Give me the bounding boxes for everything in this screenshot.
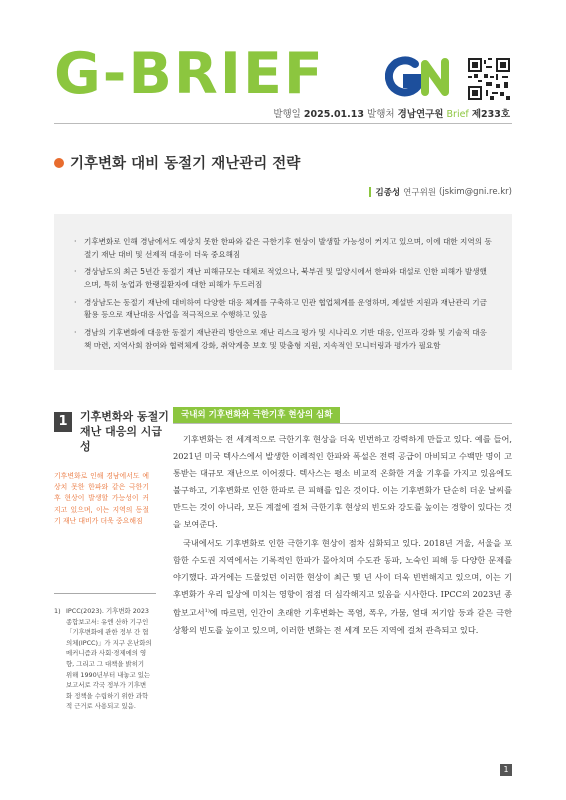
body-text	[173, 431, 512, 641]
footnote	[54, 606, 152, 712]
summary-box	[54, 214, 512, 370]
title-row	[54, 152, 300, 173]
issue-number: 제233호	[471, 109, 510, 120]
summary-list	[54, 214, 512, 352]
title-bullet-icon	[54, 158, 64, 168]
summary-item: · 경상남도는 동절기 재난에 대비하여 다양한 대응 체계를 구축하고 민관 협업체계를 운영하며, 제설반 지원과 재난관리 기금 활용 등으로 재난대응 사업을 적극적으로 수행하고 있음	[74, 297, 487, 320]
author-name: 김종성	[375, 188, 401, 198]
summary-item: · 기후변화로 인해 경남에서도 예상치 못한 한파와 같은 극한기후 현상이 발생할 가능성이 커지고 있으며, 이에 대한 지역의 동절기 재난 대비 및 선제적 대응이 더욱 중요해짐	[74, 237, 492, 259]
section-side-note: 기후변화로 인해 경남에서도 예상치 못한 한파와 같은 극한기후 현상이 발생할 가능성이 커지고 있으며, 이는 지역의 동절기 재난 대비가 더욱 중요해짐	[54, 472, 149, 525]
section-number: 1	[54, 412, 72, 432]
page-title: 기후변화 대비 동절기 재난관리 전략	[70, 156, 301, 172]
footnote-ref[interactable]: 1)	[204, 608, 210, 614]
summary-item: · 경남의 기후변화에 대응한 동절기 재난관리 방안으로 재난 리스크 평가 및 시나리오 기반 대응, 인프라 강화 및 기술적 대응책 마련, 지역사회 참여와 협력체계 강화, 취약계층 보호 및 맞춤형 지원, 지속적인 모니터링과 평가가 필요함	[74, 328, 487, 350]
author-line	[369, 186, 513, 198]
series-label: Brief	[446, 109, 469, 120]
footnote-divider	[54, 593, 156, 594]
g-brief-logo: G-BRIEF	[54, 41, 325, 107]
subheading-divider	[173, 423, 512, 424]
pub-date: 2025.01.13	[303, 109, 364, 120]
qr-code-icon	[468, 58, 510, 100]
pub-date-label: 발행일	[273, 109, 301, 120]
footnote-number: 1)	[54, 607, 61, 615]
author-bar-icon	[369, 187, 371, 197]
footnote-text: IPCC(2023). 기후변화 2023 종합보고서: 유엔 산하 기구인 「기후변화에 관한 정부 간 협의체(IPCC)」가 지구 온난화의 메커니즘과 사회·경제에의 영향, 그리고 그 대책을 밝히기 위해 1990년부터 내놓고 있는 보고서로 각국 정부가 기후변화 정책을 수립하기 위한 과학적 근거로 사용되고 있음.	[66, 607, 152, 711]
section-title: 기후변화와 동절기 재난 대응의 시급성	[80, 410, 169, 453]
publisher: 경남연구원	[397, 109, 444, 120]
publication-info	[273, 106, 510, 120]
author-email[interactable]: (jskim@gni.re.kr)	[439, 187, 512, 197]
gni-logo-icon	[385, 54, 465, 100]
subheading: 국내외 기후변화와 극한기후 현상의 심화	[173, 407, 340, 423]
summary-item: · 경상남도의 최근 5년간 동절기 재난 피해규모는 대체로 적었으나, 북부권 및 밀양시에서 한파와 대설로 인한 피해가 발생했으며, 특히 농업과 한랭질환자에 대한 피해가 두드러짐	[74, 267, 487, 289]
page-number: 1	[500, 764, 512, 776]
publisher-label: 발행처	[367, 109, 395, 120]
paragraph: 기후변화는 전 세계적으로 극한기후 현상을 더욱 빈번하고 강력하게 만들고 있다. 예를 들어, 2021년 미국 텍사스에서 발생한 이례적인 한파와 폭설은 전력 공급이 마비되고 수백만 명이 고통받는 대규모 재난으로 이어졌다. 텍사스는 평소 비교적 온화한 겨울 기후를 가지고 있음에도 불구하고, 기후변화로 인한 한파로 큰 피해를 입은 것이다. 이는 기후변화가 단순히 더운 날씨를 만드는 것이 아니라, 모든 계절에 걸쳐 극한기후 현상의 빈도와 강도를 높이는 경향이 있다는 것을 보여준다.	[173, 434, 512, 529]
paragraph: 국내에서도 기후변화로 인한 극한기후 현상이 점차 심화되고 있다. 2018년 겨울, 서울을 포함한 수도권 지역에서는 기록적인 한파가 몰아치며 수도관 동파, 노숙인 피해 등 다양한 문제를 야기했다. 과거에는 드물었던 이러한 현상이 최근 몇 년 사이 더욱 빈번해지고 있으며, 이는 기후변화가 우리 일상에 미치는 영향이 점점 더 심각해지고 있음을 시사한다. IPCC의 2023년 종합보고서$^{1)}$에 따르면, 인간이 초래한 기후변화는 폭염, 폭우, 가뭄, 열대 저기압 등과 같은 극한 상황의 빈도를 높이고 있으며, 이러한 변화는 전 세계 모든 지역에 걸쳐 관측되고 있다.	[173, 538, 512, 635]
header-divider	[54, 123, 512, 124]
author-role: 연구위원	[403, 188, 436, 198]
